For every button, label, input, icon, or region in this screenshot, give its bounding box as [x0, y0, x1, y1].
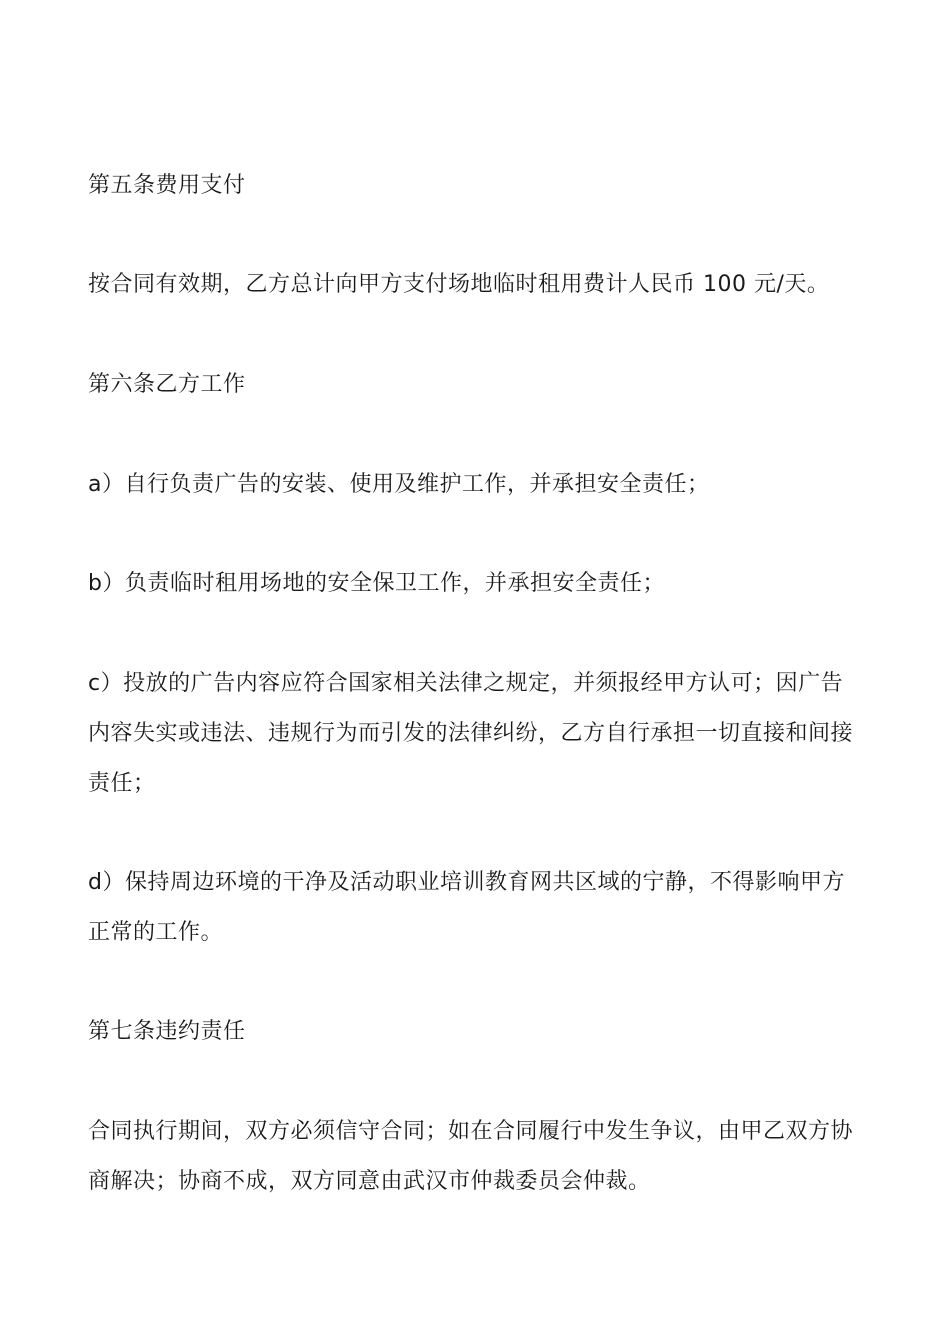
article-6-item-a: a）自行负责广告的安装、使用及维护工作，并承担安全责任；: [88, 472, 710, 497]
article-5-body: 按合同有效期，乙方总计向甲方支付场地临时租用费计人民币 100 元/天。: [88, 272, 830, 297]
article-6-item-d: d）保持周边环境的干净及活动职业培训教育网共区域的宁静，不得影响甲方正常的工作。: [88, 870, 845, 945]
article-6-item-c: c）投放的广告内容应符合国家相关法律之规定，并须报经甲方认可；因广告内容失实或违法、违规行为而引发的法律纠纷，乙方自行承担一切直接和间接责任；: [88, 671, 854, 796]
article-6-item-b: b）负责临时租用场地的安全保卫工作，并承担安全责任；: [88, 571, 665, 596]
article-7-title: 第七条违约责任: [88, 1019, 246, 1044]
article-5-title: 第五条费用支付: [88, 173, 246, 198]
article-7-body: 合同执行期间，双方必须信守合同；如在合同履行中发生争议，由甲乙双方协商解决；协商不成，双方同意由武汉市仲裁委员会仲裁。: [88, 1119, 854, 1194]
article-6-title: 第六条乙方工作: [88, 372, 246, 397]
